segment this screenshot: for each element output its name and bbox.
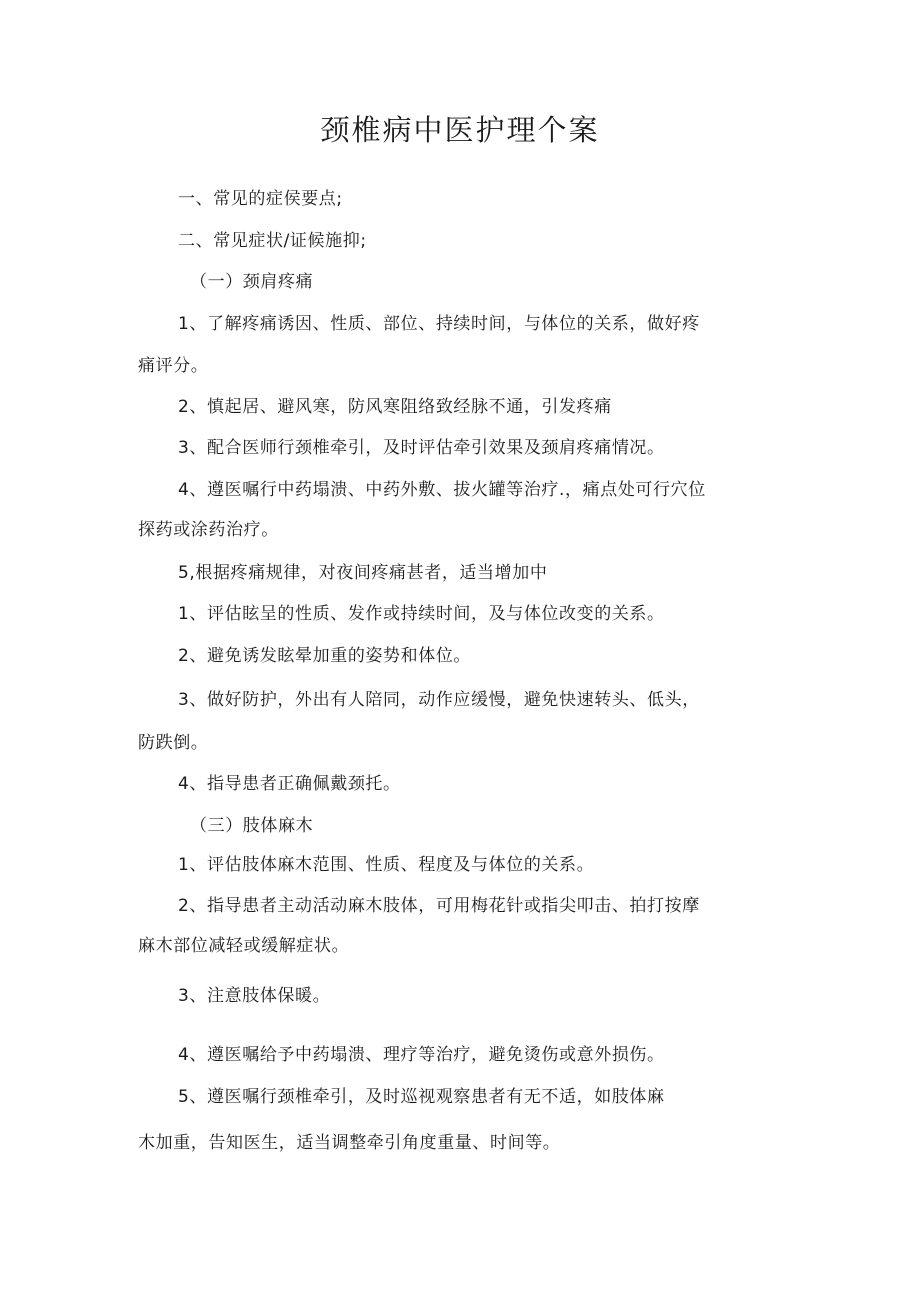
text-line: 防跌倒。 [138,733,209,753]
text-line: 探药或涂药治疗。 [138,520,279,540]
text-line: 痛评分。 [138,356,209,376]
text-line: 1、评估眩呈的性质、发作或持续时间，及与体位改变的关系。 [178,604,665,624]
text-line: 2、避免诱发眩晕加重的姿势和体位。 [178,646,472,666]
text-line: 5、遵医嘱行颈椎牵引，及时巡视观察患者有无不适，如肢体麻 [178,1087,665,1107]
text-line: 3、注意肢体保暖。 [178,986,331,1006]
text-line: 4、遵医嘱给予中药塌溃、理疗等治疗，避免烫伤或意外损伤。 [178,1045,665,1065]
text-line: （三）肢体麻木 [190,816,314,836]
text-line: 3、配合医师行颈椎牵引，及时评估牵引效果及颈肩疼痛情况。 [178,438,665,458]
text-line: 二、常见症状/证候施抑; [178,231,367,251]
text-line: （一）颈肩疼痛 [190,272,314,292]
text-line: 5,根据疼痛规律，对夜间疼痛甚者，适当增加中 [178,563,548,583]
text-line: 2、指导患者主动活动麻木肢体，可用梅花针或指尖叩击、拍打按摩 [178,896,700,916]
text-line: 4、指导患者正确佩戴颈托。 [178,774,401,794]
text-line: 一、常见的症侯要点; [178,189,343,209]
document-title: 颈椎病中医护理个案 [320,113,600,147]
text-line: 1、评估肢体麻木范围、性质、程度及与体位的关系。 [178,855,595,875]
text-line: 3、做好防护，外出有人陪同，动作应缓慢，避免快速转头、低头， [178,690,700,710]
text-line: 木加重，告知医生，适当调整牵引角度重量、时间等。 [138,1133,561,1153]
text-line: 4、遵医嘱行中药塌溃、中药外敷、拔火罐等治疗.，痛点处可行穴位 [178,480,706,500]
text-line: 1、了解疼痛诱因、性质、部位、持续时间，与体位的关系，做好疼 [178,314,700,334]
text-line: 2、慎起居、避风寒，防风寒阻络致经脉不通，引发疼痛 [178,397,612,417]
text-line: 麻木部位减轻或缓解症状。 [138,936,350,956]
